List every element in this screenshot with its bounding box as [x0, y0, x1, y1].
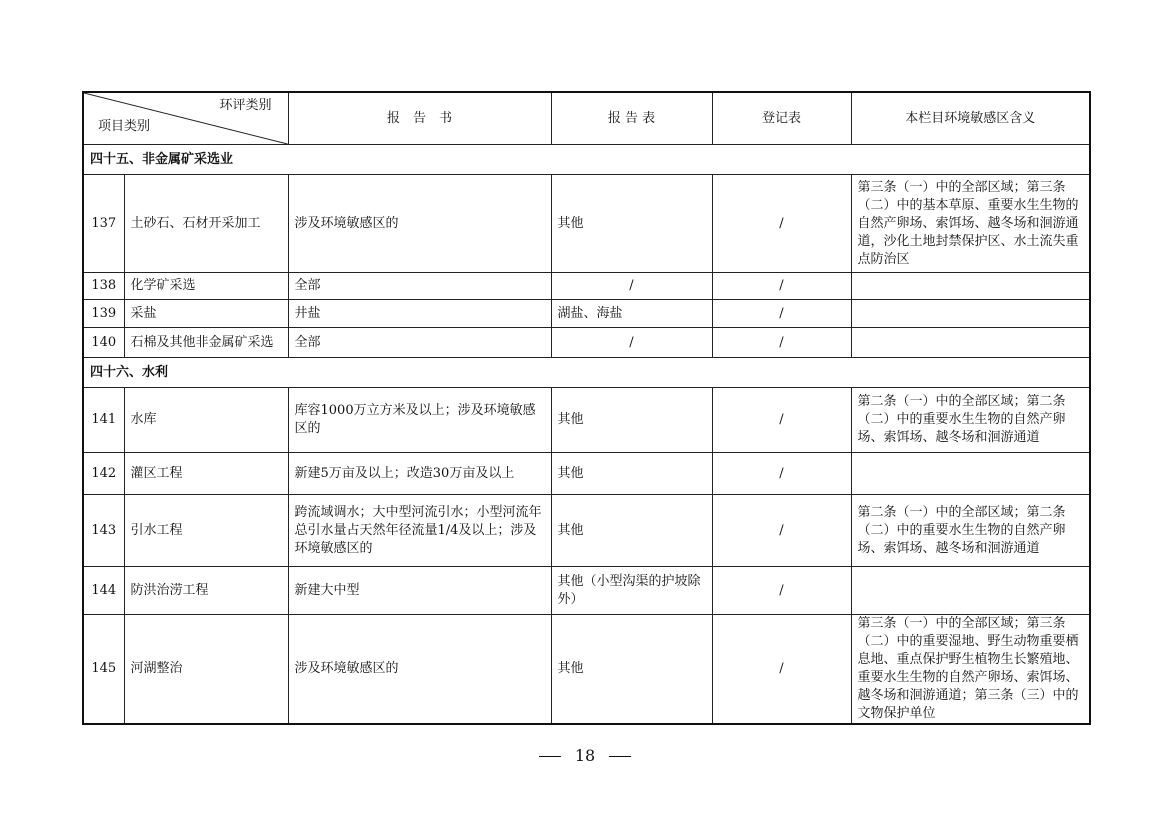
report-form-cell: 其他 — [551, 453, 712, 495]
col-header-report-form: 报 告 表 — [551, 92, 712, 145]
report-form-cell: 湖盐、海盐 — [551, 300, 712, 328]
col-header-report-book: 报 告 书 — [288, 92, 551, 145]
sensitive-area-cell: 第三条（一）中的全部区域；第三条（二）中的重要湿地、野生动物重要栖息地、重点保护野生植物生长繁殖地、重要水生生物的自然产卵场、索饵场、越冬场和洄游通道；第三条（三）中的文物保护单位 — [851, 615, 1090, 725]
report-book-cell: 涉及环境敏感区的 — [288, 615, 551, 725]
report-form-cell: / — [551, 273, 712, 300]
table-row — [83, 453, 1090, 495]
section-row — [83, 358, 1090, 388]
sensitive-area-cell — [851, 453, 1090, 495]
sensitive-area-cell — [851, 273, 1090, 300]
col-header-register: 登记表 — [712, 92, 851, 145]
register-cell: / — [712, 615, 851, 725]
footer-dash-right — [609, 756, 631, 757]
row-number: 140 — [83, 328, 124, 358]
report-form-cell: 其他 — [551, 175, 712, 273]
project-name: 灌区工程 — [124, 453, 288, 495]
table-row — [83, 175, 1090, 273]
row-number: 137 — [83, 175, 124, 273]
register-cell: / — [712, 300, 851, 328]
report-book-cell: 新建5万亩及以上；改造30万亩及以上 — [288, 453, 551, 495]
table-row — [83, 567, 1090, 615]
row-number: 139 — [83, 300, 124, 328]
report-form-cell: / — [551, 328, 712, 358]
report-book-cell: 涉及环境敏感区的 — [288, 175, 551, 273]
project-name: 引水工程 — [124, 495, 288, 567]
sensitive-area-cell — [851, 300, 1090, 328]
section-row — [83, 145, 1090, 175]
row-number: 142 — [83, 453, 124, 495]
page-footer — [0, 746, 1170, 765]
sensitive-area-cell — [851, 328, 1090, 358]
register-cell: / — [712, 175, 851, 273]
project-name: 土砂石、石材开采加工 — [124, 175, 288, 273]
col-header-sensitive-area: 本栏目环境敏感区含义 — [851, 92, 1090, 145]
project-name: 防洪治涝工程 — [124, 567, 288, 615]
table-row — [83, 328, 1090, 358]
section-title: 四十五、非金属矿采选业 — [83, 145, 1090, 175]
report-book-cell: 跨流域调水；大中型河流引水；小型河流年总引水量占天然年径流量1/4及以上；涉及环境敏感区的 — [288, 495, 551, 567]
sensitive-area-cell: 第三条（一）中的全部区域；第三条（二）中的基本草原、重要水生生物的自然产卵场、索饵场、越冬场和洄游通道，沙化土地封禁保护区、水土流失重点防治区 — [851, 175, 1090, 273]
table-row — [83, 300, 1090, 328]
diagonal-header-cell — [83, 92, 288, 145]
section-title: 四十六、水利 — [83, 358, 1090, 388]
register-cell: / — [712, 567, 851, 615]
report-form-cell: 其他（小型沟渠的护坡除外） — [551, 567, 712, 615]
table-header-row — [83, 92, 1090, 145]
register-cell: / — [712, 453, 851, 495]
footer-dash-left — [539, 756, 561, 757]
report-book-cell: 新建大中型 — [288, 567, 551, 615]
category-bottom-label: 项目类别 — [98, 119, 151, 134]
sensitive-area-cell: 第二条（一）中的全部区域；第二条（二）中的重要水生生物的自然产卵场、索饵场、越冬场和洄游通道 — [851, 495, 1090, 567]
project-name: 水库 — [124, 388, 288, 453]
project-name: 化学矿采选 — [124, 273, 288, 300]
project-name: 河湖整治 — [124, 615, 288, 725]
table-row — [83, 388, 1090, 453]
page-number: 18 — [574, 746, 596, 765]
register-cell: / — [712, 495, 851, 567]
register-cell: / — [712, 328, 851, 358]
sensitive-area-cell: 第二条（一）中的全部区域；第二条（二）中的重要水生生物的自然产卵场、索饵场、越冬场和洄游通道 — [851, 388, 1090, 453]
report-form-cell: 其他 — [551, 388, 712, 453]
table-row — [83, 495, 1090, 567]
project-name: 采盐 — [124, 300, 288, 328]
row-number: 145 — [83, 615, 124, 725]
table-row — [83, 615, 1090, 725]
row-number: 143 — [83, 495, 124, 567]
report-book-cell: 全部 — [288, 328, 551, 358]
table-row — [83, 273, 1090, 300]
row-number: 138 — [83, 273, 124, 300]
project-name: 石棉及其他非金属矿采选 — [124, 328, 288, 358]
report-book-cell: 全部 — [288, 273, 551, 300]
register-cell: / — [712, 388, 851, 453]
category-top-label: 环评类别 — [219, 98, 272, 113]
sensitive-area-cell — [851, 567, 1090, 615]
report-form-cell: 其他 — [551, 615, 712, 725]
report-form-cell: 其他 — [551, 495, 712, 567]
environmental-category-table — [82, 91, 1091, 725]
report-book-cell: 库容1000万立方米及以上；涉及环境敏感区的 — [288, 388, 551, 453]
row-number: 141 — [83, 388, 124, 453]
report-book-cell: 井盐 — [288, 300, 551, 328]
register-cell: / — [712, 273, 851, 300]
row-number: 144 — [83, 567, 124, 615]
